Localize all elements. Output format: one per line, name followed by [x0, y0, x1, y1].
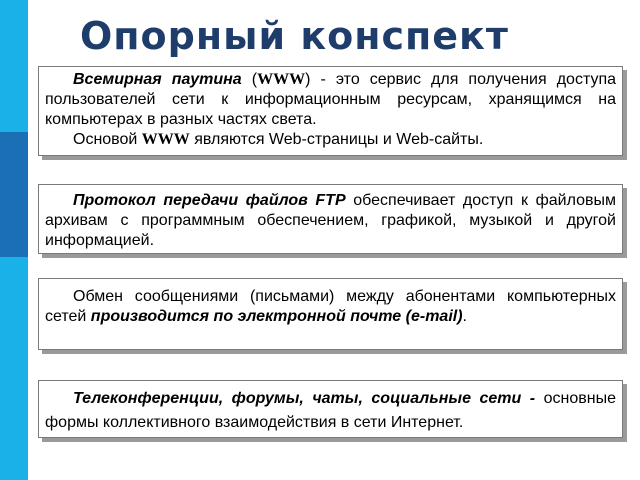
ftp-definition [45, 191, 616, 251]
email-term: производится по электронной почте (e-mail) [90, 308, 463, 325]
www-abbr-2: WWW [141, 131, 190, 148]
www-basis-start: Основой [73, 131, 142, 148]
email-text-start: Обмен сообщениями (письмами) между абонентами компьютерных сетей [45, 288, 616, 325]
note-box-ftp [38, 184, 623, 254]
teleconference-term: Телеконференции, форумы, чаты, социальные сети - [73, 390, 536, 407]
page-title: Опорный конспект [80, 14, 509, 58]
teleconference-definition [45, 387, 616, 435]
www-basis [45, 130, 616, 150]
www-paren-open: ( [241, 71, 258, 88]
email-definition [45, 287, 616, 327]
side-accent-bar-dark-segment [0, 132, 28, 257]
www-basis-text: являются Web-страницы и Web-сайты. [189, 131, 484, 148]
note-box-email [38, 278, 623, 350]
www-term: Всемирная паутина [73, 71, 242, 88]
ftp-definition-text: обеспечивает доступ к файловым архивам с программным обеспечением, графикой, музыкой и другой информацией. [45, 192, 617, 249]
note-box-teleconference [38, 380, 623, 438]
www-definition [45, 70, 616, 130]
email-text-end: . [462, 308, 467, 325]
www-abbr: WWW [257, 71, 306, 88]
www-definition-text: ) - это сервис для получения доступа пользователей сети к информационным ресурсам, хранящимся на компьютерах в разных частях света. [45, 71, 617, 128]
note-box-www [38, 66, 623, 156]
ftp-term: Протокол передачи файлов FTP [73, 192, 346, 209]
teleconference-text: основные формы коллективного взаимодействия в сети Интернет. [45, 390, 617, 431]
side-accent-bar [0, 0, 28, 480]
